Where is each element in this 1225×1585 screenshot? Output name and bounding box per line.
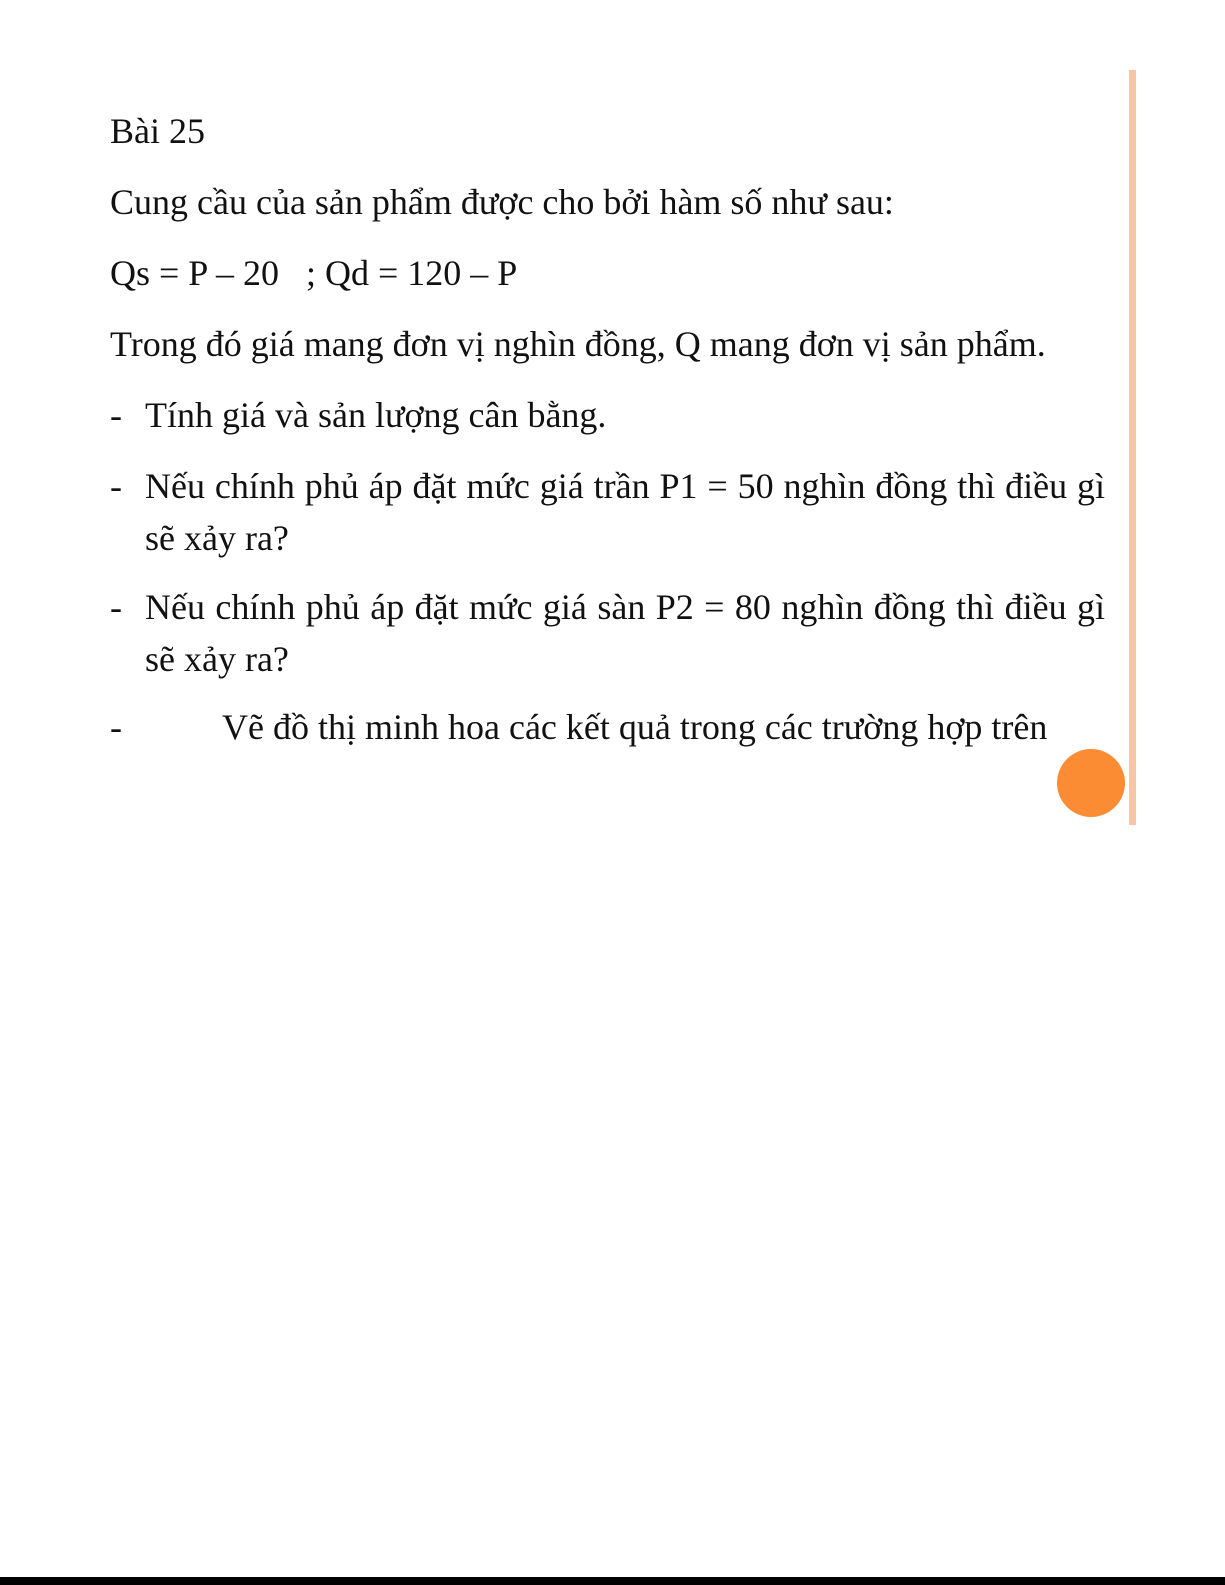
question-2: Nếu chính phủ áp đặt mức giá trần P1 = 50 nghìn đồng thì điều gì sẽ xảy ra?	[145, 466, 1105, 558]
equations-text: Qs = P – 20 ; Qd = 120 – P	[110, 253, 518, 293]
question-1: Tính giá và sản lượng cân bằng.	[145, 395, 607, 435]
bullet-marker: -	[110, 707, 122, 747]
intro-text: Cung cầu của sản phẩm được cho bởi hàm số như sau:	[110, 182, 894, 222]
accent-vertical-line	[1129, 70, 1136, 825]
bullet-marker: -	[110, 395, 122, 435]
bottom-border	[0, 1577, 1225, 1585]
accent-circle-decoration	[1057, 749, 1125, 817]
question-4: Vẽ đồ thị minh hoa các kết quả trong các trường hợp trên	[222, 707, 1048, 747]
units-text: Trong đó giá mang đơn vị nghìn đồng, Q mang đơn vị sản phẩm.	[110, 324, 1046, 364]
exercise-title: Bài 25	[110, 111, 205, 151]
bullet-marker: -	[110, 587, 122, 627]
bullet-marker: -	[110, 466, 122, 506]
question-3: Nếu chính phủ áp đặt mức giá sàn P2 = 80 nghìn đồng thì điều gì sẽ xảy ra?	[145, 587, 1105, 679]
